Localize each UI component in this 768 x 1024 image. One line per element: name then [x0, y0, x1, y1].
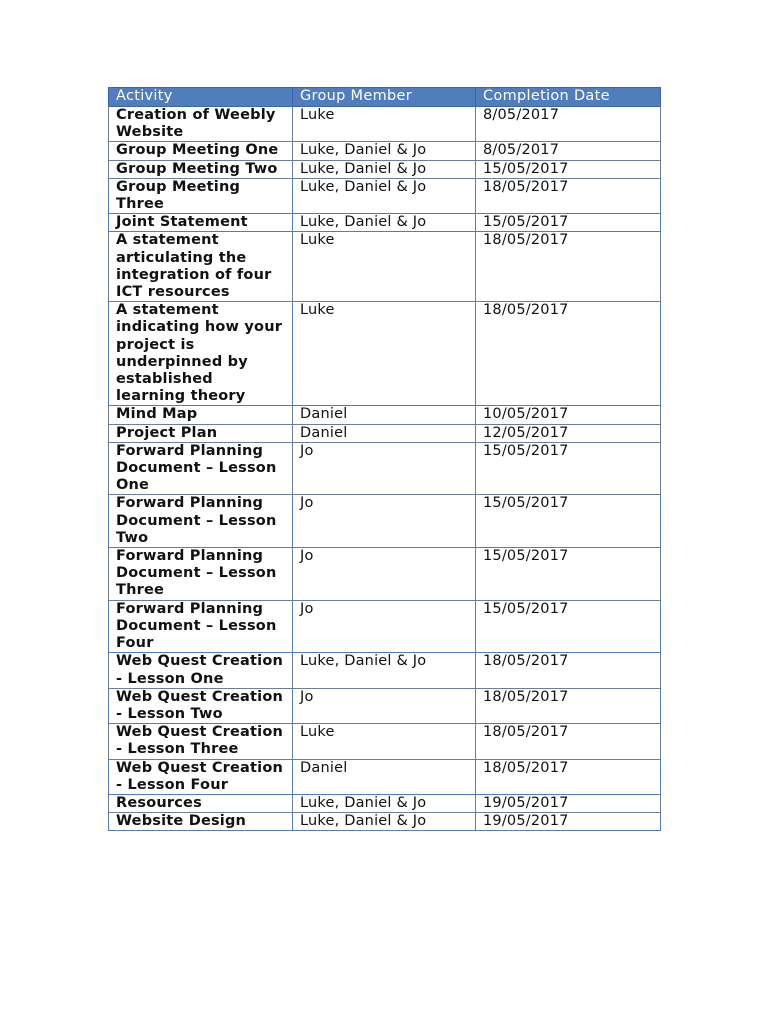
cell-activity: Group Meeting One: [109, 142, 293, 160]
cell-completion-date: 15/05/2017: [476, 160, 661, 178]
cell-activity: Web Quest Creation - Lesson Three: [109, 724, 293, 759]
cell-completion-date: 18/05/2017: [476, 759, 661, 794]
table-row: [109, 759, 661, 794]
cell-group-member: Jo: [293, 495, 476, 548]
cell-activity: Web Quest Creation - Lesson Four: [109, 759, 293, 794]
cell-completion-date: 15/05/2017: [476, 548, 661, 601]
table-row: [109, 813, 661, 831]
cell-completion-date: 19/05/2017: [476, 813, 661, 831]
cell-completion-date: 12/05/2017: [476, 424, 661, 442]
cell-activity: Resources: [109, 794, 293, 812]
cell-group-member: Luke, Daniel & Jo: [293, 178, 476, 213]
table-body: [109, 107, 661, 831]
cell-group-member: Daniel: [293, 406, 476, 424]
cell-group-member: Jo: [293, 548, 476, 601]
cell-activity: Forward Planning Document – Lesson Four: [109, 600, 293, 653]
activity-table: [108, 87, 661, 831]
cell-completion-date: 15/05/2017: [476, 600, 661, 653]
cell-completion-date: 18/05/2017: [476, 653, 661, 688]
table-row: [109, 794, 661, 812]
table-row: [109, 724, 661, 759]
table-row: [109, 548, 661, 601]
table-header: [109, 88, 661, 107]
table-row: [109, 160, 661, 178]
cell-activity: A statement articulating the integration of four ICT resources: [109, 232, 293, 302]
cell-completion-date: 18/05/2017: [476, 178, 661, 213]
cell-completion-date: 18/05/2017: [476, 724, 661, 759]
cell-completion-date: 18/05/2017: [476, 232, 661, 302]
cell-group-member: Daniel: [293, 759, 476, 794]
table-row: [109, 495, 661, 548]
cell-completion-date: 15/05/2017: [476, 214, 661, 232]
cell-completion-date: 8/05/2017: [476, 107, 661, 142]
cell-group-member: Jo: [293, 600, 476, 653]
cell-activity: Web Quest Creation - Lesson One: [109, 653, 293, 688]
table-row: [109, 302, 661, 406]
cell-group-member: Luke: [293, 107, 476, 142]
cell-activity: Website Design: [109, 813, 293, 831]
cell-activity: Forward Planning Document – Lesson Three: [109, 548, 293, 601]
header-row: [109, 88, 661, 107]
cell-group-member: Jo: [293, 688, 476, 723]
cell-activity: Group Meeting Three: [109, 178, 293, 213]
cell-group-member: Luke, Daniel & Jo: [293, 794, 476, 812]
table-row: [109, 653, 661, 688]
table-row: [109, 424, 661, 442]
cell-activity: Web Quest Creation - Lesson Two: [109, 688, 293, 723]
table-row: [109, 688, 661, 723]
cell-completion-date: 15/05/2017: [476, 495, 661, 548]
cell-activity: Project Plan: [109, 424, 293, 442]
table-row: [109, 442, 661, 495]
cell-activity: Forward Planning Document – Lesson One: [109, 442, 293, 495]
cell-activity: Joint Statement: [109, 214, 293, 232]
cell-group-member: Jo: [293, 442, 476, 495]
cell-completion-date: 10/05/2017: [476, 406, 661, 424]
cell-completion-date: 8/05/2017: [476, 142, 661, 160]
column-header-activity: Activity: [109, 88, 293, 107]
cell-activity: Mind Map: [109, 406, 293, 424]
cell-activity: Forward Planning Document – Lesson Two: [109, 495, 293, 548]
cell-group-member: Luke, Daniel & Jo: [293, 813, 476, 831]
table-row: [109, 178, 661, 213]
cell-completion-date: 18/05/2017: [476, 302, 661, 406]
table-row: [109, 406, 661, 424]
cell-group-member: Luke: [293, 232, 476, 302]
table-row: [109, 600, 661, 653]
table-row: [109, 107, 661, 142]
cell-group-member: Luke, Daniel & Jo: [293, 653, 476, 688]
cell-activity: A statement indicating how your project is underpinned by established learning theory: [109, 302, 293, 406]
cell-completion-date: 18/05/2017: [476, 688, 661, 723]
cell-group-member: Luke: [293, 302, 476, 406]
cell-group-member: Daniel: [293, 424, 476, 442]
cell-group-member: Luke: [293, 724, 476, 759]
column-header-group-member: Group Member: [293, 88, 476, 107]
cell-completion-date: 19/05/2017: [476, 794, 661, 812]
table-row: [109, 214, 661, 232]
cell-activity: Group Meeting Two: [109, 160, 293, 178]
cell-activity: Creation of Weebly Website: [109, 107, 293, 142]
table-row: [109, 142, 661, 160]
cell-group-member: Luke, Daniel & Jo: [293, 214, 476, 232]
cell-group-member: Luke, Daniel & Jo: [293, 160, 476, 178]
cell-group-member: Luke, Daniel & Jo: [293, 142, 476, 160]
column-header-completion-date: Completion Date: [476, 88, 661, 107]
table-row: [109, 232, 661, 302]
cell-completion-date: 15/05/2017: [476, 442, 661, 495]
